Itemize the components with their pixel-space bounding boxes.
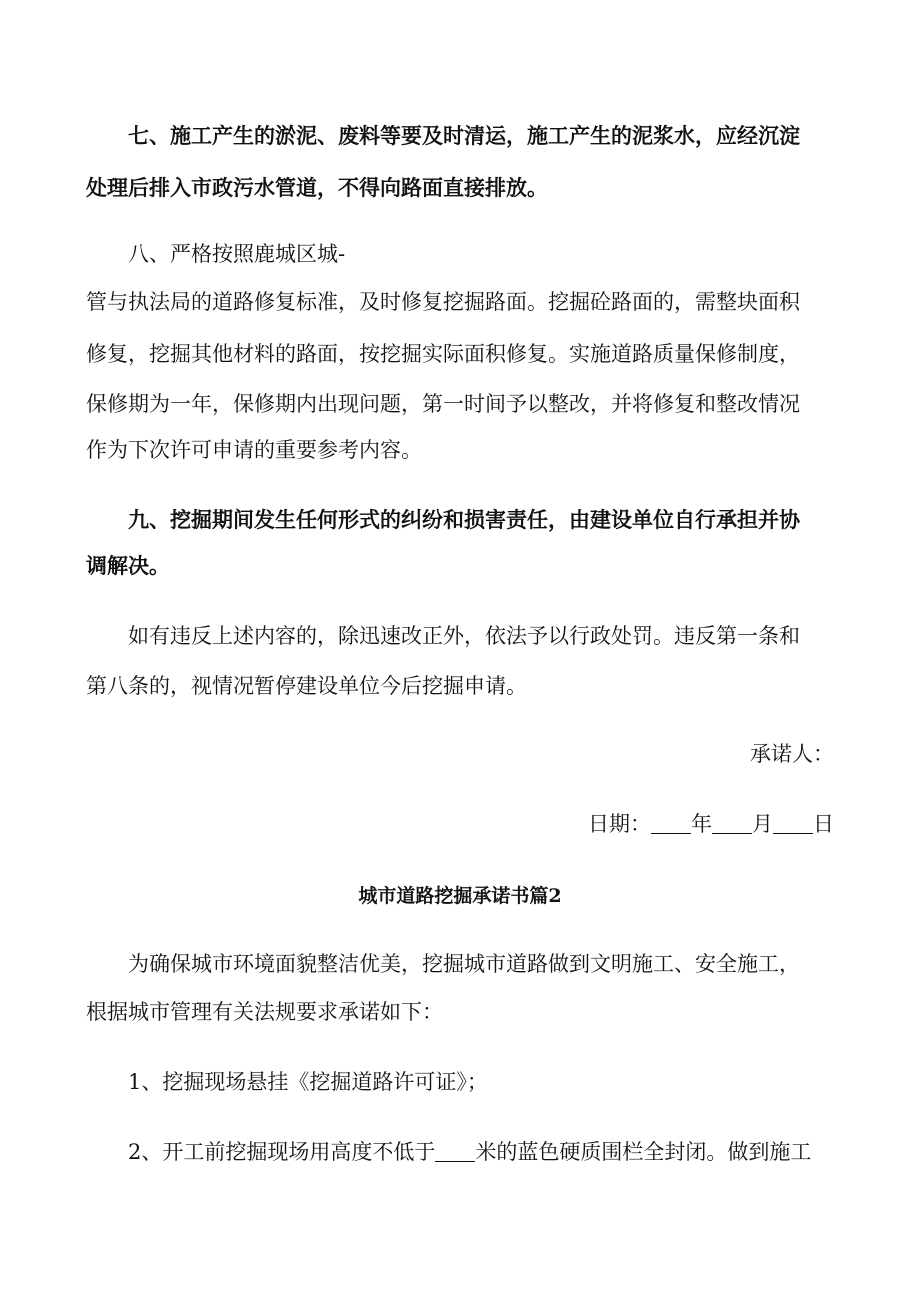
date-line bbox=[86, 798, 834, 850]
day-blank[interactable] bbox=[773, 812, 813, 834]
clause-9-line-2: 调解决。 bbox=[86, 553, 170, 578]
year-blank[interactable] bbox=[651, 812, 691, 834]
date-year: 年 bbox=[691, 812, 712, 836]
height-blank[interactable] bbox=[435, 1140, 475, 1162]
date-month: 月 bbox=[752, 812, 773, 836]
penalty-line-1: 如有违反上述内容的，除迅速改正外，依法予以行政处罚。违反第一条和 bbox=[128, 624, 800, 648]
item-2-prefix: 2、开工前挖掘现场用高度不低于 bbox=[128, 1140, 436, 1164]
clause-8-line-3: 修复，挖掘其他材料的路面，按挖掘实际面积修复。实施道路质量保修制度， bbox=[86, 342, 800, 366]
clause-7-line-2: 处理后排入市政污水管道，不得向路面直接排放。 bbox=[86, 175, 548, 200]
date-day: 日 bbox=[813, 812, 834, 836]
clause-8-line-1: 八、严格按照鹿城区城- bbox=[128, 242, 346, 266]
clause-8-line-4: 保修期为一年，保修期内出现问题，第一时间予以整改，并将修复和整改情况 bbox=[86, 392, 800, 416]
month-blank[interactable] bbox=[712, 812, 752, 834]
clause-8-line-5: 作为下次许可申请的重要参考内容。 bbox=[86, 438, 422, 462]
intro-line-1: 为确保城市环境面貌整洁优美，挖掘城市道路做到文明施工、安全施工， bbox=[128, 952, 800, 976]
signer-label: 承诺人： bbox=[750, 742, 834, 766]
intro-line-2: 根据城市管理有关法规要求承诺如下： bbox=[86, 1000, 443, 1024]
clause-9-line-1: 九、挖掘期间发生任何形式的纠纷和损害责任，由建设单位自行承担并协 bbox=[128, 507, 800, 532]
clause-8-line-2: 管与执法局的道路修复标准，及时修复挖掘路面。挖掘砼路面的，需整块面积 bbox=[86, 290, 800, 314]
penalty-line-2: 第八条的，视情况暂停建设单位今后挖掘申请。 bbox=[86, 674, 527, 698]
clause-7-line-1: 七、施工产生的淤泥、废料等要及时清运，施工产生的泥浆水，应经沉淀 bbox=[128, 123, 800, 148]
item-2-suffix: 米的蓝色硬质围栏全封闭。做到施工 bbox=[475, 1140, 812, 1164]
date-label: 日期： bbox=[588, 812, 651, 836]
item-1: 1、挖掘现场悬挂《挖掘道路许可证》； bbox=[128, 1070, 488, 1094]
section-heading: 城市道路挖掘承诺书篇2 bbox=[358, 885, 562, 907]
item-2 bbox=[86, 1126, 834, 1178]
